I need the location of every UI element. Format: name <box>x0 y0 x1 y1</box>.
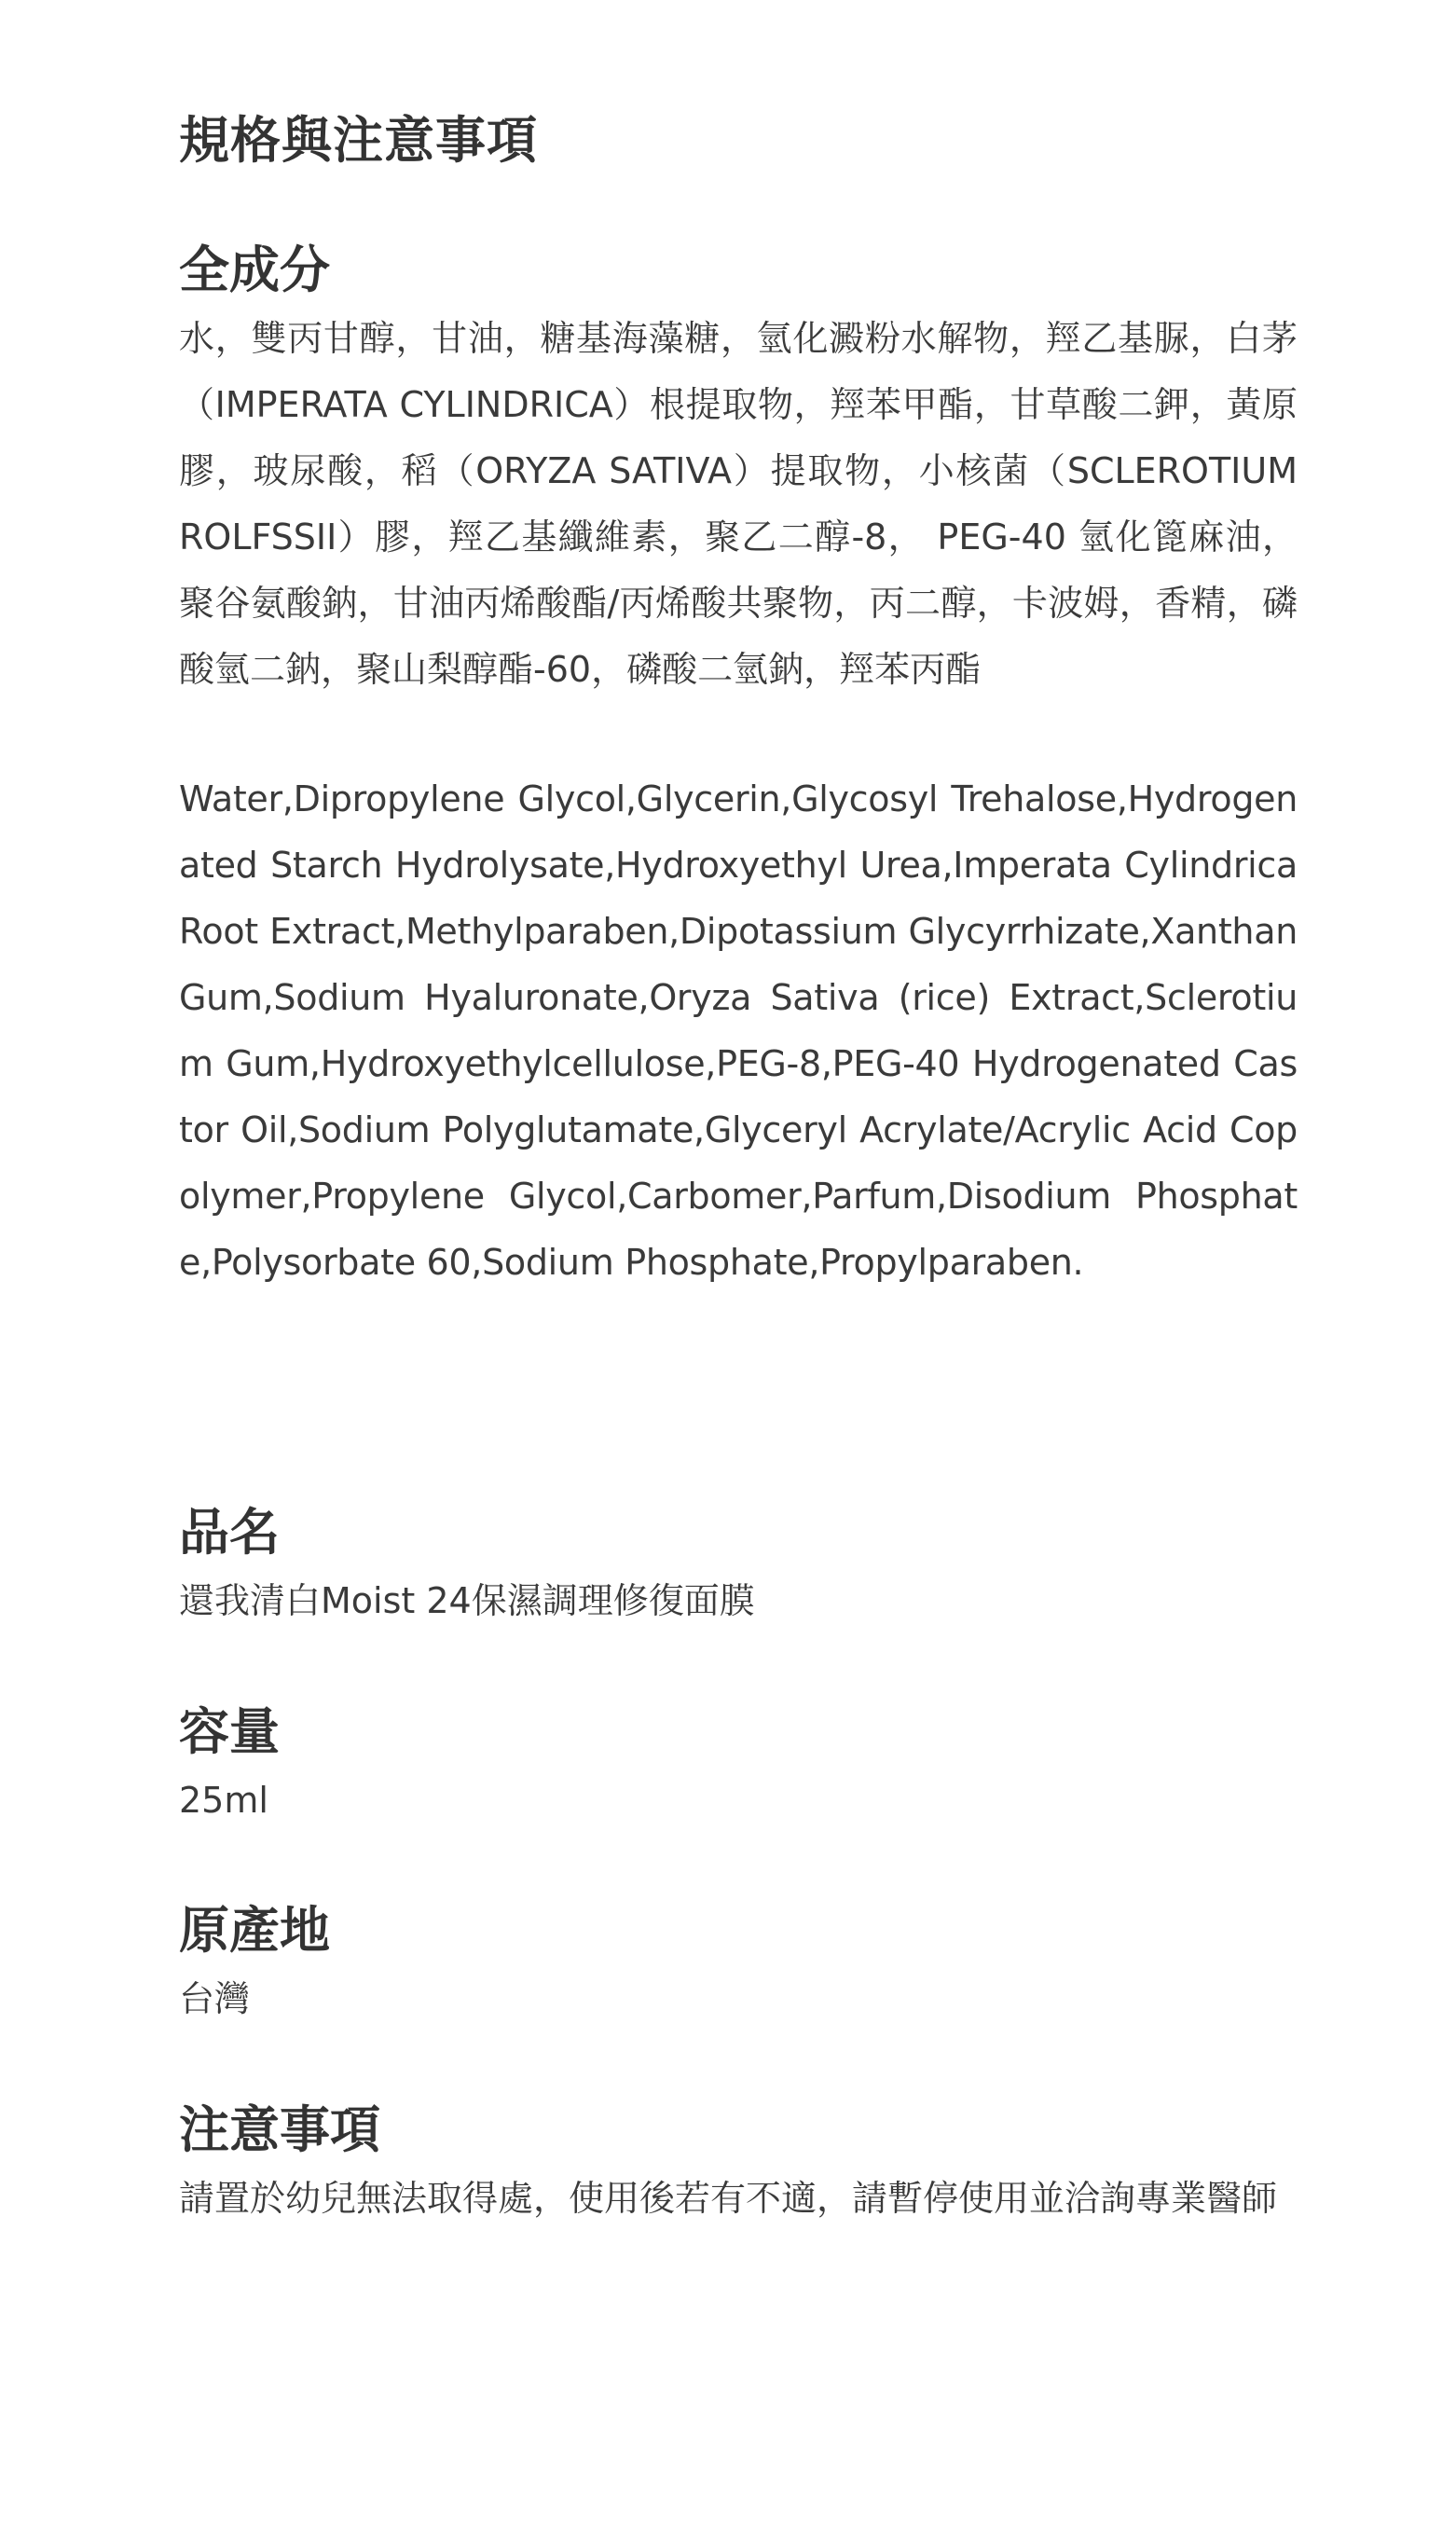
volume-heading: 容量 <box>179 1702 280 1761</box>
origin-section <box>179 1895 1298 2032</box>
ingredients-section <box>179 235 1298 1296</box>
ingredients-zh-text: 水，雙丙甘醇，甘油，糖基海藻糖，氫化澱粉水解物，羥乙基脲，白茅（IMPERATA CYLINDRICA）根提取物，羥苯甲酯，甘草酸二鉀，黃原膠，玻尿酸，稻（ORYZA SATIVA）提取物，小核菌（SCLEROTIUM ROLFSSII）膠，羥乙基纖維素，聚乙二醇-8， PEG-40 氫化篦麻油，聚谷氨酸鈉，甘油丙烯酸酯/丙烯酸共聚物，丙二醇，卡波姆，香精，磷酸氫二鈉，聚山梨醇酯-60，磷酸二氫鈉，羥苯丙酯 <box>179 318 1298 690</box>
origin-heading: 原產地 <box>179 1901 330 1960</box>
caution-heading: 注意事項 <box>179 2100 380 2159</box>
volume-section <box>179 1697 1298 1834</box>
page-title: 規格與注意事項 <box>179 111 538 170</box>
ingredients-en-text: Water,Dipropylene Glycol,Glycerin,Glycosyl Trehalose,Hydrogenated Starch Hydrolysate,Hydroxyethyl Urea,Imperata Cylindrica Root Extract,Methylparaben,Dipotassium Glycyrrhizate,Xanthan Gum,Sodium Hyaluronate,Oryza Sativa (rice) Extract,Sclerotium Gum,Hydroxyethylcellulose,PEG-8,PEG-40 Hydrogenated Castor Oil,Sodium Polyglutamate,Glyceryl Acrylate/Acrylic Acid Copolymer,Propylene Glycol,Carbomer,Parfum,Disodium Phosphate,Polysorbate 60,Sodium Phosphate,Propylparaben. <box>179 778 1298 1283</box>
product-name-section <box>179 1497 1298 1634</box>
product-name-value: 還我清白Moist 24保濕調理修復面膜 <box>179 1580 755 1621</box>
origin-value: 台灣 <box>179 1978 251 2019</box>
ingredients-heading: 全成分 <box>179 241 330 299</box>
volume-value: 25ml <box>179 1780 268 1821</box>
caution-value: 請置於幼兒無法取得處，使用後若有不適，請暫停使用並洽詢專業醫師 <box>179 2178 1278 2219</box>
product-name-heading: 品名 <box>179 1503 280 1562</box>
caution-section <box>179 2095 1298 2232</box>
